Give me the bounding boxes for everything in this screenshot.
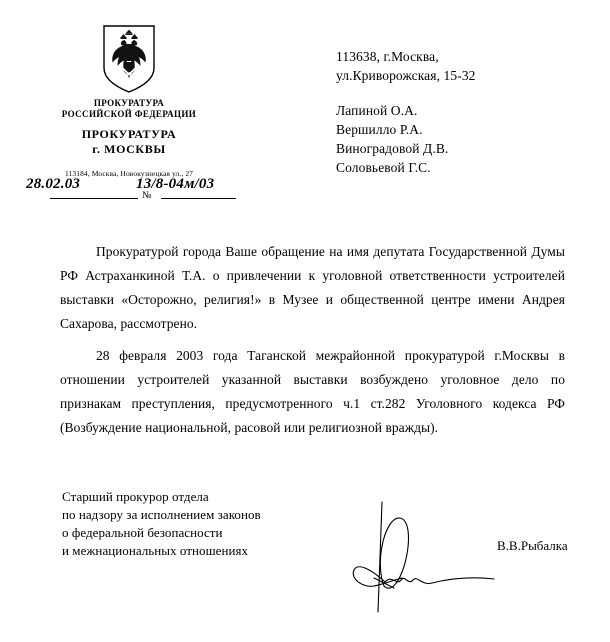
number-rule xyxy=(161,198,236,199)
letter-date: 28.02.03 xyxy=(26,176,81,192)
letterhead-address: 113184, Москва, Новокузнецкая ул., 27 xyxy=(64,169,194,178)
recipient-name: Лапиной О.А. xyxy=(336,103,418,118)
recipient-name: Виноградовой Д.В. xyxy=(336,141,449,156)
recipient-name: Вершилло Р.А. xyxy=(336,122,423,137)
org-name-line-2: РОССИЙСКОЙ ФЕДЕРАЦИИ xyxy=(61,109,197,119)
body-paragraph: 28 февраля 2003 года Таганской межрайонной прокуратурой г.Москвы в отношении устроителей указанной выставки возбуждено уголовное дело по признакам преступления, предусмотренного ч.1 ст.282 Уголовного кодекса РФ (Возбуждение национальной, расовой или религиозной вражды). xyxy=(60,348,565,435)
signer-name: В.В.Рыбалка xyxy=(497,538,568,553)
shield-icon xyxy=(102,24,156,94)
letter-body xyxy=(60,240,565,440)
letter-number: 13/8-04м/03 xyxy=(136,176,215,192)
org-main-line-2: г. МОСКВЫ xyxy=(92,142,166,156)
signatory-title-line: по надзору за исполнением законов xyxy=(62,507,261,522)
letterhead xyxy=(14,24,244,178)
recipient-names xyxy=(336,101,586,177)
double-headed-eagle-icon xyxy=(112,30,146,79)
recipient-name: Соловьевой Г.С. xyxy=(336,160,431,175)
coat-of-arms-emblem xyxy=(102,24,156,94)
number-symbol: № xyxy=(142,190,152,201)
recipient-address-line-2: ул.Криворожская, 15-32 xyxy=(336,68,476,83)
org-main-line-1: ПРОКУРАТУРА xyxy=(81,127,177,141)
reference-row xyxy=(24,176,236,206)
signatory-title xyxy=(62,488,261,560)
recipient-block xyxy=(336,47,586,177)
signatory-title-line: и межнациональных отношениях xyxy=(62,543,249,558)
handwritten-signature xyxy=(344,500,504,615)
signatory-title-line: Старший прокурор отдела xyxy=(62,489,209,504)
recipient-address-line-1: 113638, г.Москва, xyxy=(336,49,439,64)
date-rule xyxy=(50,198,138,199)
org-name-line-1: ПРОКУРАТУРА xyxy=(93,98,165,108)
body-paragraph: Прокуратурой города Ваше обращение на имя депутата Государственной Думы РФ Астраханкиной Т.А. о привлечении к уголовной ответственности устроителей выставки «Осторожно, религия!» в Музее и общественной центре имени Андрея Сахарова, рассмотрено. xyxy=(60,244,565,331)
signatory-title-line: о федеральной безопасности xyxy=(62,525,223,540)
